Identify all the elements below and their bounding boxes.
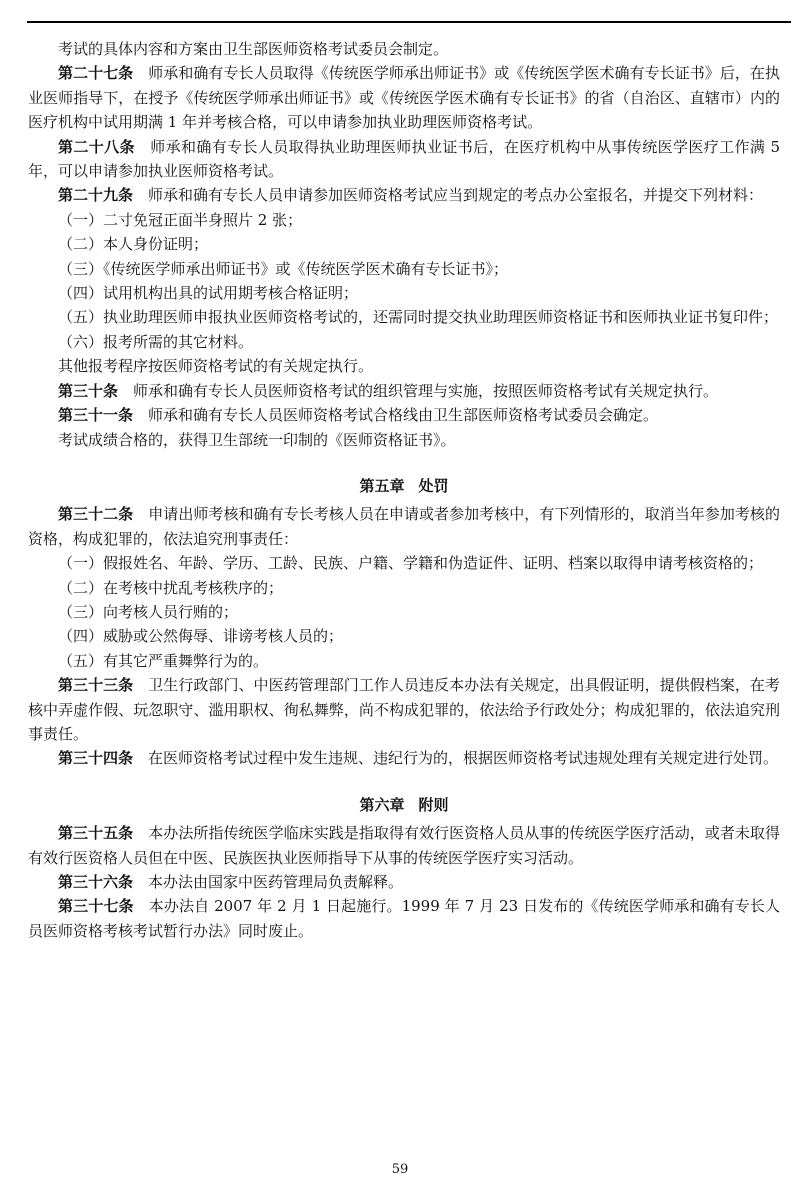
paragraph bbox=[28, 576, 780, 600]
paragraph bbox=[28, 305, 780, 329]
paragraph bbox=[28, 37, 780, 61]
article-paragraph bbox=[28, 379, 780, 403]
section-chapter-5 bbox=[28, 502, 780, 770]
header-rule bbox=[27, 21, 791, 23]
paragraph-text: （一）二寸免冠正面半身照片 2 张； bbox=[58, 210, 303, 229]
paragraph-text: 在医师资格考试过程中发生违规、违纪行为的，根据医师资格考试违规处理有关规定进行处罚。 bbox=[148, 749, 779, 768]
paragraph-text: 师承和确有专长人员医师资格考试的组织管理与实施，按照医师资格考试有关规定执行。 bbox=[133, 381, 719, 400]
chapter-title: 处罚 bbox=[418, 476, 449, 495]
paragraph-text: 其他报考程序按医师资格考试的有关规定执行。 bbox=[58, 357, 374, 376]
article-number: 第三十六条 bbox=[58, 873, 134, 891]
article-number: 第二十九条 bbox=[58, 186, 134, 205]
chapter-6-heading bbox=[28, 793, 780, 817]
article-paragraph bbox=[28, 821, 780, 870]
article-paragraph bbox=[28, 746, 780, 770]
paragraph-text: （六）报考所需的其它材料。 bbox=[58, 332, 254, 351]
page-number: 59 bbox=[391, 1162, 409, 1177]
paragraph-text: （四）试用机构出具的试用期考核合格证明； bbox=[58, 284, 359, 303]
paragraph-text: （二）在考核中扰乱考核秩序的； bbox=[58, 578, 284, 597]
paragraph-text: 师承和确有专长人员申请参加医师资格考试应当到规定的考点办公室报名，并提交下列材料： bbox=[148, 186, 764, 205]
paragraph-text: （三）向考核人员行贿的； bbox=[58, 602, 239, 621]
paragraph bbox=[28, 330, 780, 354]
article-paragraph bbox=[28, 870, 780, 894]
article-number: 第二十七条 bbox=[58, 64, 134, 83]
article-number: 第三十一条 bbox=[58, 406, 134, 425]
paragraph-text: 考试的具体内容和方案由卫生部医师资格考试委员会制定。 bbox=[58, 40, 449, 58]
paragraph bbox=[28, 354, 780, 378]
paragraph bbox=[28, 281, 780, 305]
article-paragraph bbox=[28, 894, 780, 943]
paragraph-text: （四）威胁或公然侮辱、诽谤考核人员的； bbox=[58, 627, 344, 646]
paragraph-text: 申请出师考核和确有专长考核人员在申请或者参加考核中，有下列情形的，取消当年参加考核的资格，构成犯罪的，依法追究刑事责任： bbox=[28, 505, 780, 548]
article-paragraph bbox=[28, 502, 780, 551]
article-number: 第三十七条 bbox=[58, 897, 134, 916]
paragraph-text: 本办法自 2007 年 2 月 1 日起施行。1999 年 7 月 23 日发布的《传统医学师承和确有专长人员医师资格考核考试暂行办法》同时废止。 bbox=[28, 897, 780, 940]
paragraph bbox=[28, 624, 780, 648]
paragraph-text: 卫生行政部门、中医药管理部门工作人员违反本办法有关规定，出具假证明，提供假档案，在考核中弄虚作假、玩忽职守、滥用职权、徇私舞弊，尚不构成犯罪的，依法给予行政处分；构成犯罪的，依法追究刑事责任。 bbox=[28, 676, 780, 743]
article-paragraph bbox=[28, 61, 780, 134]
paragraph bbox=[28, 600, 780, 624]
paragraph-text: 本办法由国家中医药管理局负责解释。 bbox=[148, 873, 404, 891]
section-chapter-6 bbox=[28, 821, 780, 943]
chapter-5-heading bbox=[28, 474, 780, 498]
article-number: 第三十二条 bbox=[58, 505, 134, 524]
paragraph-text: （二）本人身份证明； bbox=[58, 235, 209, 254]
paragraph bbox=[28, 649, 780, 673]
paragraph-text: （一）假报姓名、年龄、学历、工龄、民族、户籍、学籍和伪造证件、证明、档案以取得申请考核资格的； bbox=[58, 554, 764, 573]
article-number: 第二十八条 bbox=[58, 137, 135, 156]
article-paragraph bbox=[28, 183, 780, 207]
paragraph-text: （五）有其它严重舞弊行为的。 bbox=[58, 651, 269, 670]
paragraph-text: 考试成绩合格的，获得卫生部统一印制的《医师资格证书》。 bbox=[58, 430, 456, 449]
paragraph-text: 本办法所指传统医学临床实践是指取得有效行医资格人员从事的传统医学医疗活动，或者未取得有效行医资格人员但在中医、民族医执业医师指导下从事的传统医学医疗实习活动。 bbox=[28, 824, 780, 867]
article-number: 第三十三条 bbox=[58, 676, 134, 695]
paragraph-text: （三）《传统医学师承出师证书》或《传统医学医术确有专长证书》； bbox=[58, 259, 509, 278]
paragraph bbox=[28, 257, 780, 281]
section-chapter-4-continued bbox=[28, 37, 780, 452]
paragraph-text: （五）执业助理医师申报执业医师资格考试的，还需同时提交执业助理医师资格证书和医师执业证书复印件； bbox=[58, 308, 779, 327]
paragraph-text: 师承和确有专长人员医师资格考试合格线由卫生部医师资格考试委员会确定。 bbox=[148, 406, 659, 425]
paragraph-text: 师承和确有专长人员取得《传统医学师承出师证书》或《传统医学医术确有专长证书》后，在执业医师指导下，在授予《传统医学师承出师证书》或《传统医学医术确有专长证书》的省（自治区、直辖市）内的医疗机构中试用期满 1 年并考核合格，可以申请参加执业助理医师资格考试。 bbox=[28, 64, 780, 132]
paragraph-text: 师承和确有专长人员取得执业助理医师执业证书后，在医疗机构中从事传统医学医疗工作满 5 年，可以申请参加执业医师资格考试。 bbox=[28, 137, 780, 181]
article-paragraph bbox=[28, 135, 780, 184]
paragraph bbox=[28, 232, 780, 256]
article-number: 第三十五条 bbox=[58, 824, 134, 843]
article-paragraph bbox=[28, 673, 780, 746]
chapter-number: 第六章 bbox=[359, 795, 405, 814]
article-paragraph bbox=[28, 403, 780, 427]
chapter-number: 第五章 bbox=[359, 476, 405, 495]
paragraph bbox=[28, 428, 780, 452]
paragraph bbox=[28, 551, 780, 575]
paragraph bbox=[28, 208, 780, 232]
chapter-title: 附则 bbox=[418, 795, 449, 814]
article-number: 第三十四条 bbox=[58, 749, 134, 768]
article-number: 第三十条 bbox=[58, 381, 119, 400]
document-body bbox=[28, 37, 780, 943]
